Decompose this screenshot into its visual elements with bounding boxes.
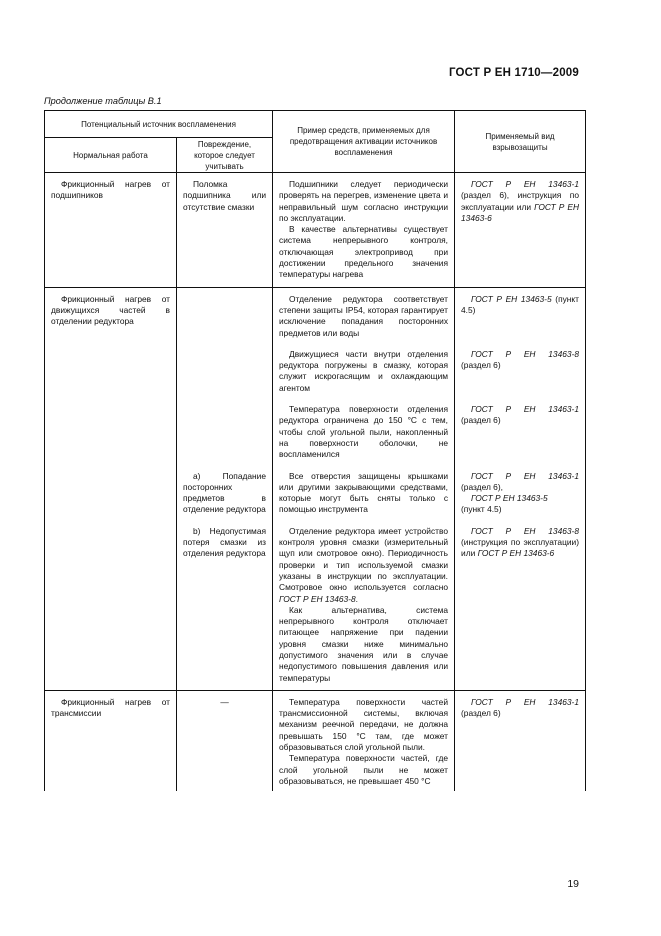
standard-ref: ГОСТ Р ЕН 13463-1 bbox=[471, 404, 580, 415]
standard-ref: ГОСТ Р ЕН 13463-1 bbox=[471, 696, 580, 707]
cell-protection bbox=[455, 520, 586, 691]
cell-protection bbox=[455, 173, 586, 288]
cell-normal-operation: Фрикционный нагрев от движущихся частей в отделении редуктора bbox=[45, 287, 177, 690]
cell-protection bbox=[455, 398, 586, 464]
cell-damage-empty bbox=[177, 398, 273, 464]
cell-prevention bbox=[273, 173, 455, 288]
standard-ref: ГОСТ Р ЕН 13463-5 bbox=[471, 293, 552, 304]
cell-damage-empty bbox=[177, 287, 273, 343]
cell-prevention: Температура поверхности отделения редуктора ограничена до 150 °С с тем, чтобы слой угольной пыли, накопленный на поверхности оболочки, не воспламенился bbox=[273, 398, 455, 464]
prevention-paragraph: В качестве альтернативы существует система непрерывного контроля, отключающая электропривод при достижении предельного значения температуры нагрева bbox=[279, 224, 449, 280]
table-row-transmission bbox=[45, 690, 586, 791]
prevention-paragraph bbox=[279, 526, 448, 605]
header-ignition-source-group: Потенциальный источник воспламенения bbox=[45, 111, 273, 138]
cell-damage: Поломка подшипника или отсутствие смазки bbox=[177, 173, 273, 288]
standard-ref: ГОСТ Р ЕН 13463-8 bbox=[471, 525, 580, 536]
cell-damage-empty bbox=[177, 343, 273, 398]
cell-damage: — bbox=[177, 690, 273, 791]
standard-ref: ГОСТ Р ЕН 13463-5 bbox=[471, 493, 548, 504]
standard-header: ГОСТ Р ЕН 1710—2009 bbox=[448, 67, 579, 79]
prevention-paragraph: Подшипники следует периодически проверять на перегрев, изменение цвета и неправильный шум согласно инструкции по эксплуатации. bbox=[279, 179, 449, 223]
protection-text: (раздел 6) bbox=[461, 415, 501, 426]
standard-ref: ГОСТ Р ЕН 13463-8 bbox=[279, 593, 356, 604]
page-number: 19 bbox=[567, 878, 579, 890]
standard-ref: ГОСТ Р ЕН 13463-6 bbox=[477, 548, 555, 559]
cell-normal-operation: Фрикционный нагрев от трансмиссии bbox=[45, 690, 177, 791]
prevention-paragraph: Как альтернатива, система непрерывного контроля отключает питающее напряжение при падении уровня смазки ниже минимально допустимого значения или в случае недопустимого повышения давления или температуры bbox=[279, 604, 449, 683]
cell-prevention: Все отверстия защищены крышками или другими закрывающими средствами, которые могут быть сняты только с помощью инструмента bbox=[273, 465, 455, 520]
cell-damage: b) Недопустимая потеря смазки из отделения редуктора bbox=[177, 520, 273, 691]
prevention-paragraph: Температура поверхности частей, где слой угольной пыли не может образовываться, не превышает 450 °С bbox=[279, 753, 449, 786]
cell-protection bbox=[455, 343, 586, 398]
protection-text: (раздел 6), инструкция по эксплуатации или bbox=[461, 190, 580, 212]
ignition-sources-table bbox=[44, 110, 586, 791]
protection-text: (пункт 4.5) bbox=[461, 293, 580, 315]
standard-ref: ГОСТ Р ЕН 13463-1 bbox=[471, 179, 580, 189]
standard-ref: ГОСТ Р ЕН 13463-8 bbox=[471, 348, 580, 359]
prevention-paragraph: Температура поверхности частей трансмиссионной системы, включая механизм реечной передачи, не должна превышать 150 °С там, где может образовываться слой угольной пыли. bbox=[279, 696, 449, 753]
cell-protection bbox=[455, 465, 586, 520]
prevention-text: . bbox=[355, 593, 358, 604]
protection-text: (раздел 6), bbox=[461, 481, 503, 492]
standard-ref: ГОСТ Р ЕН 13463-6 bbox=[461, 201, 579, 223]
cell-prevention bbox=[273, 520, 455, 691]
cell-damage: а) Попадание посторонних предметов в отделение редуктора bbox=[177, 465, 273, 520]
cell-normal-operation: Фрикционный нагрев от подшипников bbox=[45, 173, 177, 288]
cell-prevention: Отделение редуктора соответствует степени защиты IP54, которая гарантирует исключение попадания посторонних предметов или воды bbox=[273, 287, 455, 343]
cell-protection bbox=[455, 287, 586, 343]
table-row-bearings bbox=[45, 173, 586, 288]
protection-text: (раздел 6) bbox=[461, 708, 501, 719]
protection-text: (инструкция по эксплуатации) или bbox=[461, 537, 580, 559]
table-caption: Продолжение таблицы В.1 bbox=[44, 96, 162, 106]
header-normal-operation: Нормальная работа bbox=[45, 138, 177, 173]
header-protection-type: Применяемый вид взрывозащиты bbox=[455, 111, 586, 173]
prevention-text: Отделение редуктора имеет устройство контроля уровня смазки (измерительный щуп или смотровое окно). Периодичность проверки и тип используемой смазки указаны в инструкции по эксплуатации. Смотровое окно используется согласно bbox=[279, 525, 449, 593]
cell-protection bbox=[455, 690, 586, 791]
protection-text: (раздел 6) bbox=[461, 360, 501, 371]
header-prevention-means: Пример средств, применяемых для предотвращения активации источников воспламенения bbox=[273, 111, 455, 173]
protection-text: (пункт 4.5) bbox=[461, 504, 502, 515]
cell-prevention: Движущиеся части внутри отделения редуктора погружены в смазку, которая служит искрогасящим и охлаждающим агентом bbox=[273, 343, 455, 398]
standard-ref: ГОСТ Р ЕН 13463-1 bbox=[471, 470, 580, 481]
table-row-gearbox-ip54 bbox=[45, 287, 586, 343]
cell-prevention bbox=[273, 690, 455, 791]
header-damage-considered: Повреждение, которое следует учитывать bbox=[177, 138, 273, 173]
